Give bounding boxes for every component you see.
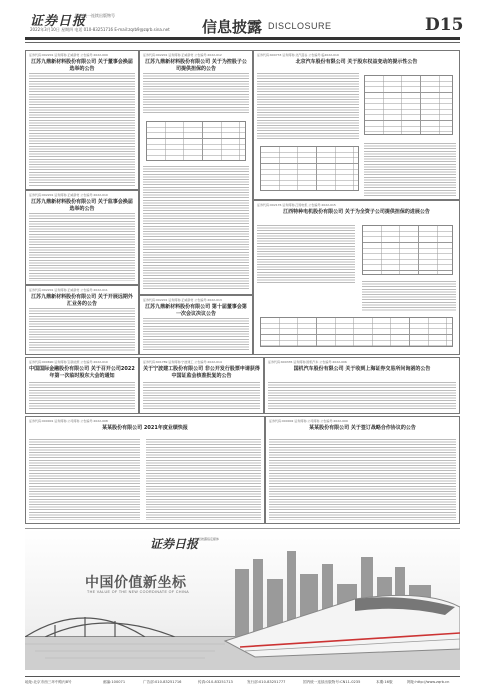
notice-cicc (25, 357, 139, 414)
advertisement (25, 528, 460, 670)
notice-body (362, 281, 456, 312)
notice-sinomach (264, 357, 460, 414)
notice-code: 证券代码:002176 证券简称:江特电机 公告编号:2022-015 (257, 203, 336, 207)
ad-headline: 中国价值新坐标 (85, 575, 187, 591)
notice-code: 证券代码:002201 证券简称:正威新材 公告编号:2022-012 (143, 53, 222, 57)
notice-body (29, 439, 140, 520)
footer-office-tel: 发行部:010-83251777 (247, 680, 286, 684)
notice-body (143, 318, 249, 351)
notice-body (268, 382, 456, 410)
footer (25, 676, 460, 690)
notice-body (143, 382, 260, 410)
notice-jiuding-guarantee (139, 50, 253, 295)
notice-title: 北京汽车股份有限公司 关于股东权益变动的提示性公告 (295, 59, 418, 65)
notice-body (29, 382, 135, 410)
logo-subtitle: 国内统一连续出版物号 (75, 13, 115, 18)
notice-code: 证券代码:000002 证券简称:公司简称 公告编号:2022-009 (269, 419, 348, 423)
notice-title: 江苏九鼎新材料股份有限公司 关于开展远期外汇业务的公告 (31, 294, 133, 307)
notice-code: 证券代码:600335 证券简称:国机汽车 公告编号:2022-006 (268, 360, 347, 364)
ad-subline: THE VALUE OF THE NEW COORDINATE OF CHINA (87, 590, 190, 594)
footer-url: 网址:http://www.zqrb.cn (407, 680, 450, 684)
notice-jiangte (253, 200, 460, 355)
notice-title: 江苏九鼎新材料股份有限公司 关于监事会换届选举的公告 (31, 199, 133, 212)
footer-postcode: 邮编:100071 (103, 680, 126, 684)
notice-body (29, 73, 135, 186)
newspaper-logo: 证券日报 (30, 14, 87, 29)
footer-fax: 传真:010-83251713 (198, 680, 233, 684)
notice-jiuding-board (25, 50, 139, 190)
notice-code: 证券代码:000690 证券简称:宝新能源 公告编号:2022-010 (29, 360, 108, 364)
ad-logo-subtitle: 信息披露指定媒体 (195, 537, 220, 541)
notice-title: 中国国际金融股份有限公司 关于召开公司2022年第一次临时股东大会的通知 (29, 366, 135, 379)
notice-baic (253, 50, 460, 200)
notice-ningbo (139, 357, 264, 414)
header-rule (25, 37, 460, 40)
header-rule-thin (25, 42, 460, 43)
notice-code: 证券代码:002201 证券简称:正威新材 公告编号:2022-011 (29, 288, 108, 292)
notice-body (257, 225, 355, 284)
notice-table (362, 225, 453, 275)
footer-pages: 本期:16版 (376, 680, 393, 684)
notice-code: 证券代码:002201 证券简称:正威新材 公告编号:2022-009 (29, 53, 108, 57)
footer-issn: 国内统一连续出版物号:CN11-0235 (303, 680, 361, 684)
notice-code: 证券代码:000001 证券简称:公司简称 公告编号:2022-008 (29, 419, 108, 423)
notice-title: 江苏九鼎新材料股份有限公司 第十届董事会第一次会议决议公告 (145, 304, 247, 317)
footer-address: 地址:北京市西三环中路丙8号 (25, 680, 72, 684)
notice-title: 关于宁波建工股份有限公司 非公开发行股票申请获得中国证监会核准批复的公告 (143, 366, 260, 379)
notice-body (29, 213, 135, 281)
dateline: 2022年3月10日 星期四 电话 010-83251716 E-mail:zqrb9@zqrb.sina.net (30, 27, 170, 32)
notice-title: 江苏九鼎新材料股份有限公司 关于为控股子公司提供担保的公告 (145, 59, 247, 72)
notice-jiuding-supervisors (25, 190, 139, 285)
notice-code: 证券代码:002201 证券简称:正威新材 公告编号:2022-010 (29, 193, 108, 197)
section-title-en: DISCLOSURE (268, 21, 332, 31)
notice-title: 某某股份有限公司 关于签订战略合作协议的公告 (309, 425, 416, 431)
ad-illustration (25, 529, 460, 670)
notice-jiuding-forex (25, 285, 139, 355)
page-number: D15 (425, 15, 464, 35)
notice-table (260, 146, 359, 191)
notice-body (143, 73, 249, 114)
notice-code: 证券代码:600733 证券简称:北汽蓝谷 公告编号:临2022-019 (257, 53, 339, 57)
notice-table (146, 121, 246, 161)
notice-code: 证券代码:002201 证券简称:正威新材 公告编号:2022-013 (143, 298, 222, 302)
notice-title: 江苏九鼎新材料股份有限公司 关于董事会换届选举的公告 (31, 59, 133, 72)
notice-jiuding-resolution (139, 295, 253, 355)
notice-agreement (265, 416, 460, 524)
notice-title: 国机汽车股份有限公司 关于收到上海证券交易所问询函的公告 (293, 366, 431, 372)
section-title: 信息披露 (202, 18, 263, 36)
notice-body (257, 73, 359, 139)
footer-ad-tel: 广告部:010-83251716 (143, 680, 182, 684)
notice-body (269, 439, 456, 520)
notice-code: 证券代码:601789 证券简称:宁波建工 公告编号:2022-014 (143, 360, 222, 364)
ad-logo: 证券日报 (150, 537, 199, 551)
notice-title: 某某股份有限公司 2021年度业绩快报 (102, 425, 188, 431)
notice-results (25, 416, 265, 524)
notice-table (364, 75, 453, 135)
notice-body (29, 308, 135, 351)
bridge-icon (25, 617, 235, 637)
masthead (0, 0, 484, 46)
notice-body (364, 143, 456, 196)
notice-body (143, 166, 249, 291)
notice-title: 江西特种电机股份有限公司 关于为全资子公司提供担保的进展公告 (283, 209, 430, 215)
notice-table (260, 317, 453, 347)
notice-body (146, 439, 261, 520)
